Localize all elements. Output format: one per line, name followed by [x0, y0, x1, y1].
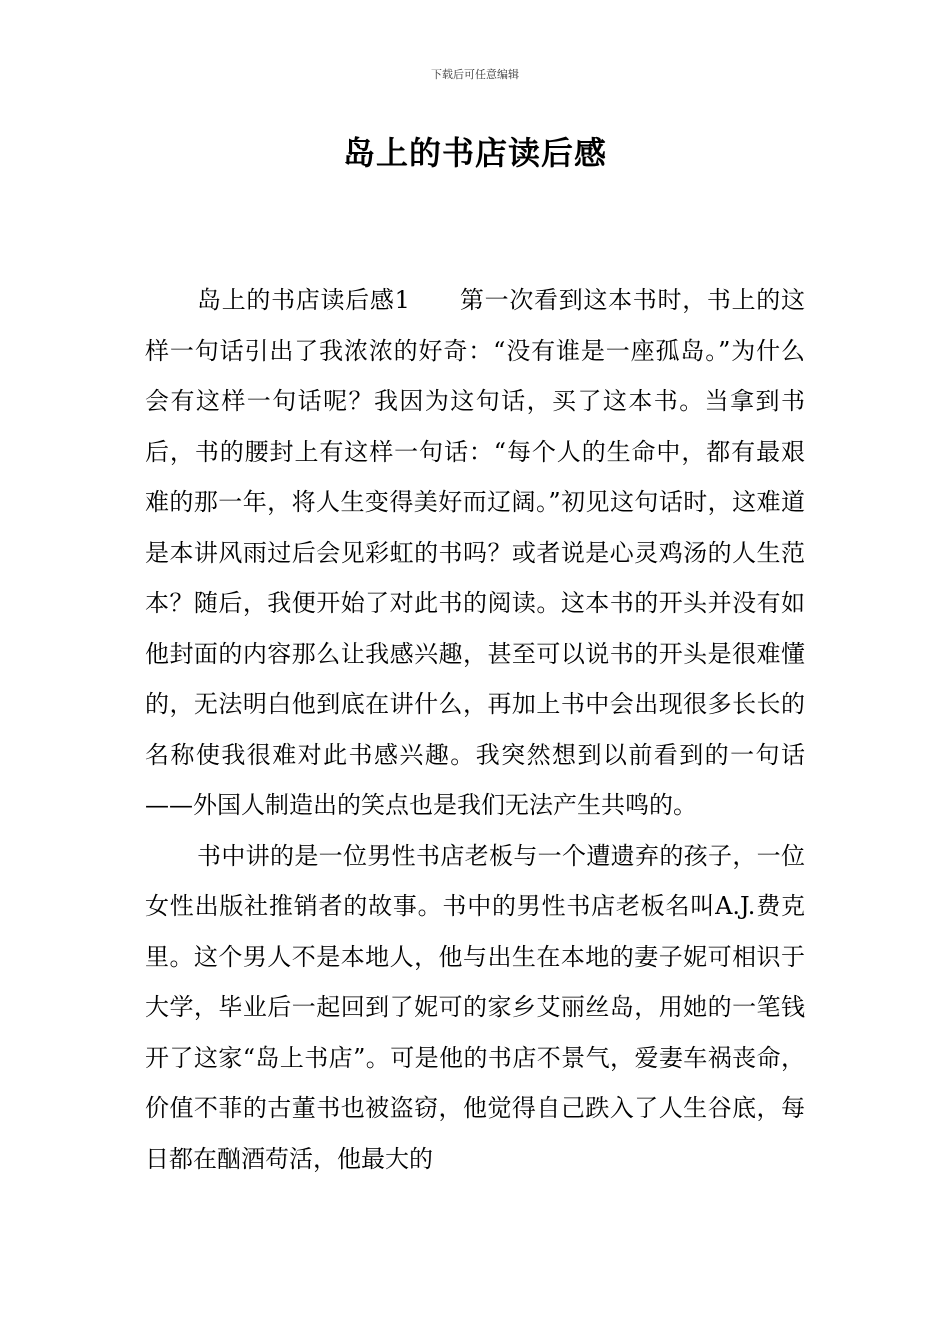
paragraph-2: 书中讲的是一位男性书店老板与一个遭遗弃的孩子，一位女性出版社推销者的故事。书中的男性书店老板名叫A.J.费克里。这个男人不是本地人，他与出生在本地的妻子妮可相识于大学，毕业后一起回到了妮可的家乡艾丽丝岛，用她的一笔钱开了这家“岛上书店”。可是他的书店不景气，爱妻车祸丧命，价值不菲的古董书也被盗窃，他觉得自己跌入了人生谷底，每日都在酗酒苟活，他最大的: [145, 841, 805, 1173]
header-note: 下载后可任意编辑: [431, 68, 519, 81]
document-body: [145, 275, 805, 1184]
paragraph-1: 岛上的书店读后感1 第一次看到这本书时，书上的这样一句话引出了我浓浓的好奇：“没有谁是一座孤岛。”为什么会有这样一句话呢？我因为这句话，买了这本书。当拿到书后，书的腰封上有这样一句话：“每个人的生命中，都有最艰难的那一年，将人生变得美好而辽阔。”初见这句话时，这难道是本讲风雨过后会见彩虹的书吗？或者说是心灵鸡汤的人生范本？随后，我便开始了对此书的阅读。这本书的开头并没有如他封面的内容那么让我感兴趣，甚至可以说书的开头是很难懂的，无法明白他到底在讲什么，再加上书中会出现很多长长的名称使我很难对此书感兴趣。我突然想到以前看到的一句话——外国人制造出的笑点也是我们无法产生共鸣的。: [145, 286, 805, 819]
page-title: 岛上的书店读后感: [342, 134, 607, 172]
